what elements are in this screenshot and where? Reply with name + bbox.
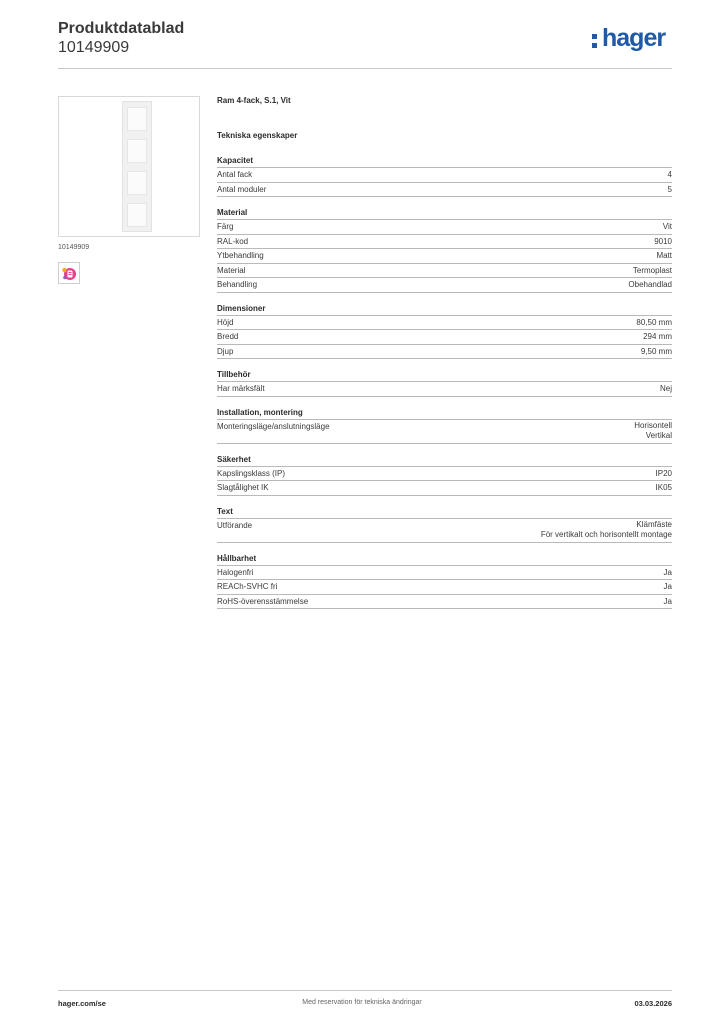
spec-values	[541, 519, 672, 542]
spec-label: RAL-kod	[217, 236, 249, 246]
spec-value: Vertikal	[645, 431, 672, 440]
footer-disclaimer: Med reservation för tekniska ändringar	[302, 999, 422, 1006]
spec-row	[217, 168, 672, 183]
spec-value: IP20	[655, 468, 672, 478]
spec-row	[217, 220, 672, 235]
spec-label: Halogenfri	[217, 567, 254, 577]
spec-label: Kapslingsklass (IP)	[217, 468, 286, 478]
spec-values	[636, 316, 672, 330]
footer-website[interactable]: hager.com/se	[58, 999, 106, 1008]
spec-section	[217, 369, 672, 397]
spec-label: REACh-SVHC fri	[217, 582, 278, 591]
spec-section	[217, 553, 672, 610]
spec-row	[217, 382, 672, 397]
spec-value: 80,50 mm	[636, 317, 672, 327]
spec-row	[217, 467, 672, 482]
spec-values	[660, 382, 672, 396]
spec-label: Färg	[217, 222, 234, 231]
spec-section	[217, 207, 672, 293]
section-title: Hållbarhet	[217, 553, 672, 566]
section-title: Text	[217, 506, 672, 519]
spec-label: Höjd	[217, 317, 234, 327]
frame-illustration	[122, 101, 152, 232]
spec-section	[217, 454, 672, 496]
spec-label: Antal fack	[217, 170, 253, 179]
header-divider	[58, 68, 672, 69]
spec-row	[217, 595, 672, 610]
image-caption: 10149909	[58, 244, 90, 251]
spec-row	[217, 345, 672, 360]
spec-section	[217, 407, 672, 444]
article-number: 10149909	[58, 39, 130, 56]
spec-values	[641, 345, 672, 359]
spec-row	[217, 278, 672, 293]
spec-row	[217, 420, 672, 444]
spec-values	[656, 481, 672, 495]
spec-row	[217, 330, 672, 345]
spec-value: Horisontell	[634, 420, 672, 430]
spec-value: Ja	[663, 596, 672, 606]
spec-value: Vit	[662, 222, 672, 231]
spec-value: Nej	[659, 384, 672, 393]
badge-graphic	[59, 263, 79, 283]
spec-row	[217, 481, 672, 496]
spec-values	[664, 566, 672, 580]
spec-label: Ytbehandling	[217, 251, 264, 260]
logo-text: hager	[602, 24, 666, 52]
spec-value: Matt	[656, 251, 672, 260]
product-passport-icon[interactable]	[58, 262, 80, 284]
spec-label: Har märksfält	[217, 384, 265, 393]
spec-row	[217, 519, 672, 543]
spec-row	[217, 566, 672, 581]
product-image	[58, 96, 200, 237]
spec-label: Material	[217, 265, 246, 275]
frame-slot	[127, 171, 147, 195]
spec-value: Obehandlad	[628, 280, 672, 289]
spec-row	[217, 264, 672, 279]
section-title: Material	[217, 207, 672, 220]
footer-divider	[58, 990, 672, 991]
spec-values	[634, 420, 672, 443]
spec-row	[217, 249, 672, 264]
spec-row	[217, 235, 672, 250]
spec-label: Utförande	[217, 520, 253, 530]
spec-label: Behandling	[217, 280, 258, 289]
spec-row	[217, 580, 672, 595]
spec-values	[668, 183, 672, 197]
spec-values	[668, 168, 672, 182]
spec-values	[654, 235, 672, 249]
spec-section	[217, 506, 672, 543]
spec-section	[217, 303, 672, 360]
logo-dot-top	[592, 34, 597, 39]
spec-value: Klämfäste	[636, 519, 672, 529]
product-name: Ram 4-fack, S.1, Vit	[217, 96, 291, 105]
spec-label: RoHS-överensstämmelse	[217, 596, 309, 606]
spec-value: 4	[667, 170, 672, 179]
footer-date: 03.03.2026	[634, 999, 672, 1008]
section-title: Tillbehör	[217, 369, 672, 382]
spec-label: Slagtålighet IK	[217, 483, 269, 492]
frame-slot	[127, 203, 147, 227]
spec-row	[217, 316, 672, 331]
spec-label: Bredd	[217, 332, 239, 341]
spec-value: IK05	[655, 483, 672, 492]
logo-dot-bottom	[592, 43, 597, 48]
tech-properties-heading: Tekniska egenskaper	[217, 131, 298, 140]
spec-value: 5	[667, 184, 672, 194]
section-title: Säkerhet	[217, 454, 672, 467]
spec-values	[656, 249, 672, 263]
spec-values	[628, 278, 672, 292]
spec-value: Ja	[663, 567, 672, 577]
frame-slot	[127, 107, 147, 131]
spec-values	[663, 220, 672, 234]
spec-values	[664, 595, 672, 609]
spec-section	[217, 155, 672, 197]
spec-label: Antal moduler	[217, 184, 267, 194]
section-title: Installation, montering	[217, 407, 672, 420]
spec-sections	[217, 155, 672, 619]
spec-value: 294 mm	[643, 332, 672, 341]
section-title: Dimensioner	[217, 303, 672, 316]
spec-value: 9010	[654, 236, 672, 246]
spec-label: Djup	[217, 346, 234, 356]
spec-value: För vertikalt och horisontellt montage	[540, 530, 672, 539]
spec-values	[656, 467, 672, 481]
document-title: Produktdatablad	[58, 20, 185, 37]
spec-values	[633, 264, 672, 278]
section-title: Kapacitet	[217, 155, 672, 168]
spec-label: Monteringsläge/anslutningsläge	[217, 421, 330, 431]
spec-value: 9,50 mm	[640, 346, 672, 356]
spec-value: Ja	[663, 582, 672, 591]
spec-value: Termoplast	[632, 265, 672, 275]
spec-values	[643, 330, 672, 344]
spec-row	[217, 183, 672, 198]
frame-slot	[127, 139, 147, 163]
spec-values	[664, 580, 672, 594]
